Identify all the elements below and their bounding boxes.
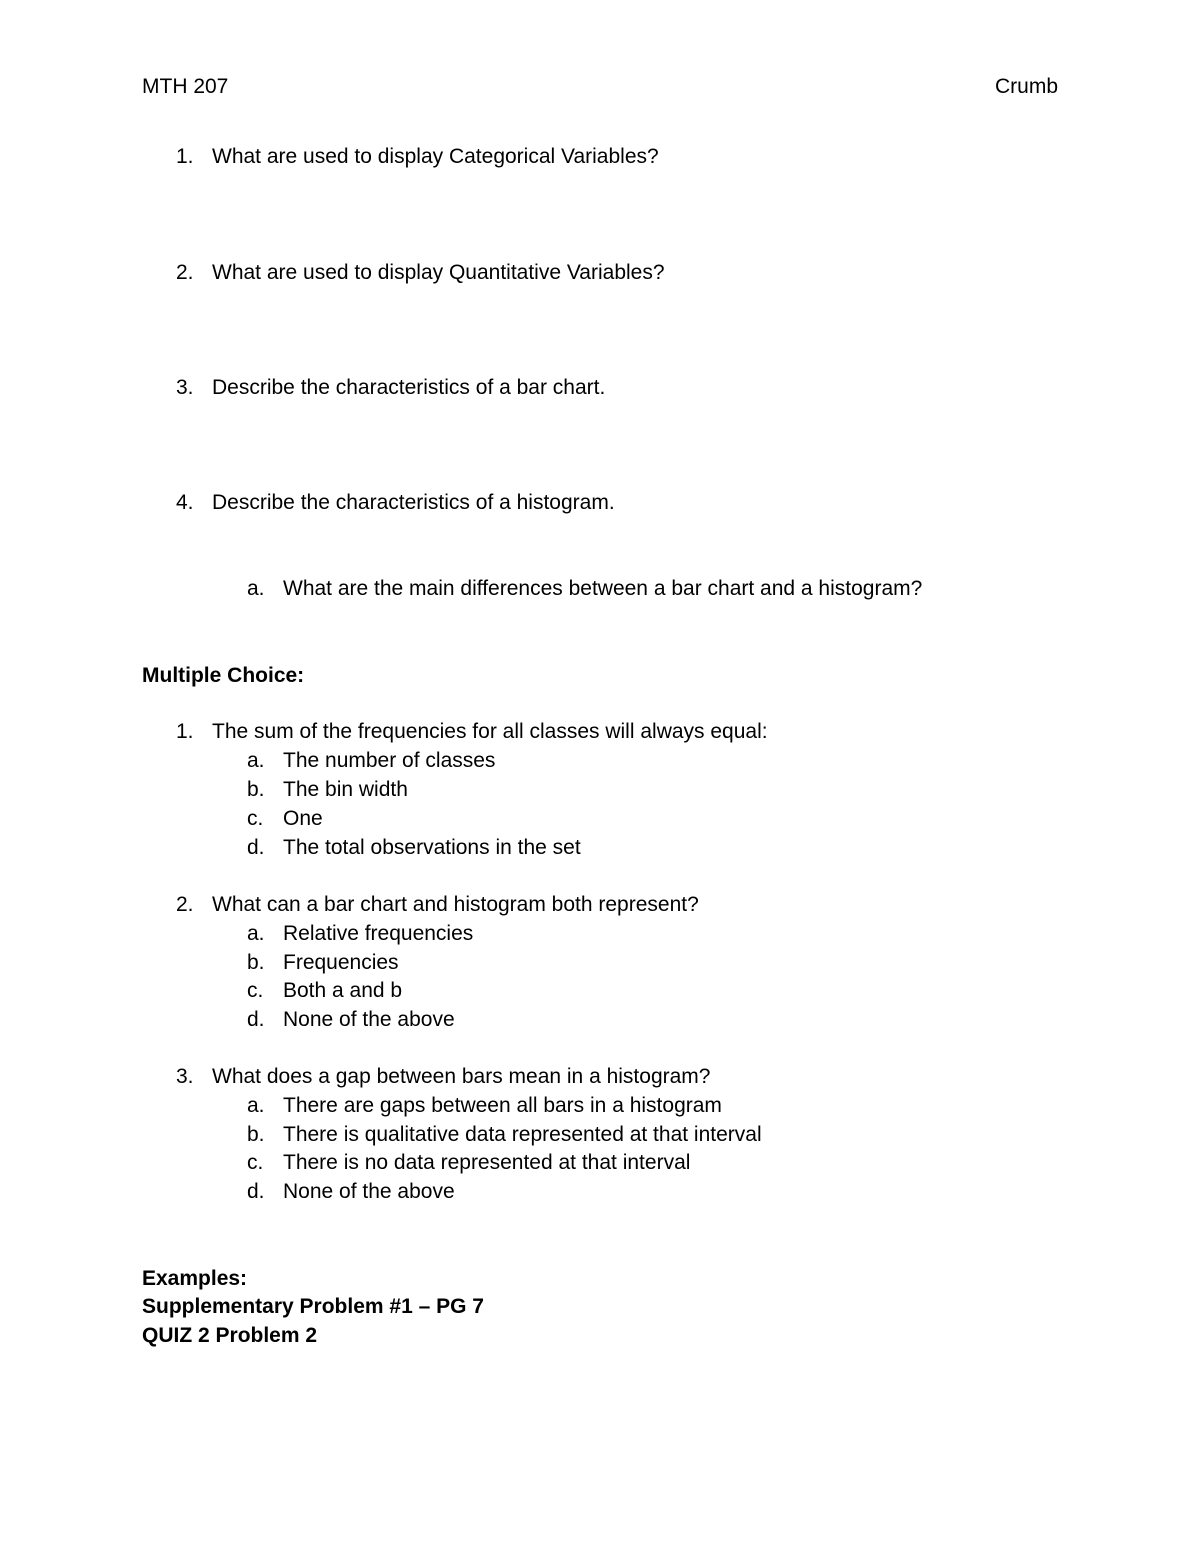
mc-question-text: What does a gap between bars mean in a histogram? bbox=[212, 1065, 711, 1088]
mc-question-number: 2. bbox=[176, 893, 194, 916]
option-text: There is no data represented at that interval bbox=[283, 1151, 691, 1174]
option-text: There is qualitative data represented at that interval bbox=[283, 1123, 762, 1146]
multiple-choice-heading: Multiple Choice: bbox=[142, 664, 305, 687]
question-text: What are used to display Quantitative Variables? bbox=[212, 261, 665, 284]
author-name: Crumb bbox=[994, 75, 1058, 98]
examples-heading: Examples: bbox=[142, 1267, 248, 1290]
option-letter: a. bbox=[247, 749, 265, 772]
option-letter: a. bbox=[247, 1094, 265, 1117]
option-letter: a. bbox=[247, 922, 265, 945]
example-item: QUIZ 2 Problem 2 bbox=[142, 1324, 318, 1347]
example-item: Supplementary Problem #1 – PG 7 bbox=[142, 1295, 484, 1318]
option-text: Frequencies bbox=[283, 951, 399, 974]
option-text: There are gaps between all bars in a histogram bbox=[283, 1094, 722, 1117]
question-number: 3. bbox=[176, 376, 194, 399]
option-letter: d. bbox=[247, 1008, 265, 1031]
question-number: 4. bbox=[176, 491, 194, 514]
sub-question-letter: a. bbox=[247, 577, 265, 600]
question-number: 1. bbox=[176, 145, 194, 168]
option-letter: c. bbox=[247, 979, 264, 1002]
option-letter: b. bbox=[247, 778, 265, 801]
option-text: Relative frequencies bbox=[283, 922, 474, 945]
option-text: None of the above bbox=[283, 1180, 455, 1203]
option-text: The bin width bbox=[283, 778, 408, 801]
option-text: None of the above bbox=[283, 1008, 455, 1031]
option-text: The number of classes bbox=[283, 749, 496, 772]
question-text: Describe the characteristics of a histogram. bbox=[212, 491, 615, 514]
mc-question-number: 3. bbox=[176, 1065, 194, 1088]
option-letter: d. bbox=[247, 1180, 265, 1203]
question-text: What are used to display Categorical Variables? bbox=[212, 145, 659, 168]
mc-question-text: The sum of the frequencies for all classes will always equal: bbox=[212, 720, 768, 743]
option-letter: b. bbox=[247, 1123, 265, 1146]
option-letter: d. bbox=[247, 836, 265, 859]
option-text: One bbox=[283, 807, 323, 830]
mc-question-text: What can a bar chart and histogram both represent? bbox=[212, 893, 699, 916]
course-code: MTH 207 bbox=[142, 75, 229, 98]
sub-question-text: What are the main differences between a bar chart and a histogram? bbox=[283, 577, 923, 600]
option-text: Both a and b bbox=[283, 979, 403, 1002]
option-letter: c. bbox=[247, 807, 264, 830]
option-letter: c. bbox=[247, 1151, 264, 1174]
question-text: Describe the characteristics of a bar chart. bbox=[212, 376, 606, 399]
question-number: 2. bbox=[176, 261, 194, 284]
option-letter: b. bbox=[247, 951, 265, 974]
option-text: The total observations in the set bbox=[283, 836, 581, 859]
mc-question-number: 1. bbox=[176, 720, 194, 743]
